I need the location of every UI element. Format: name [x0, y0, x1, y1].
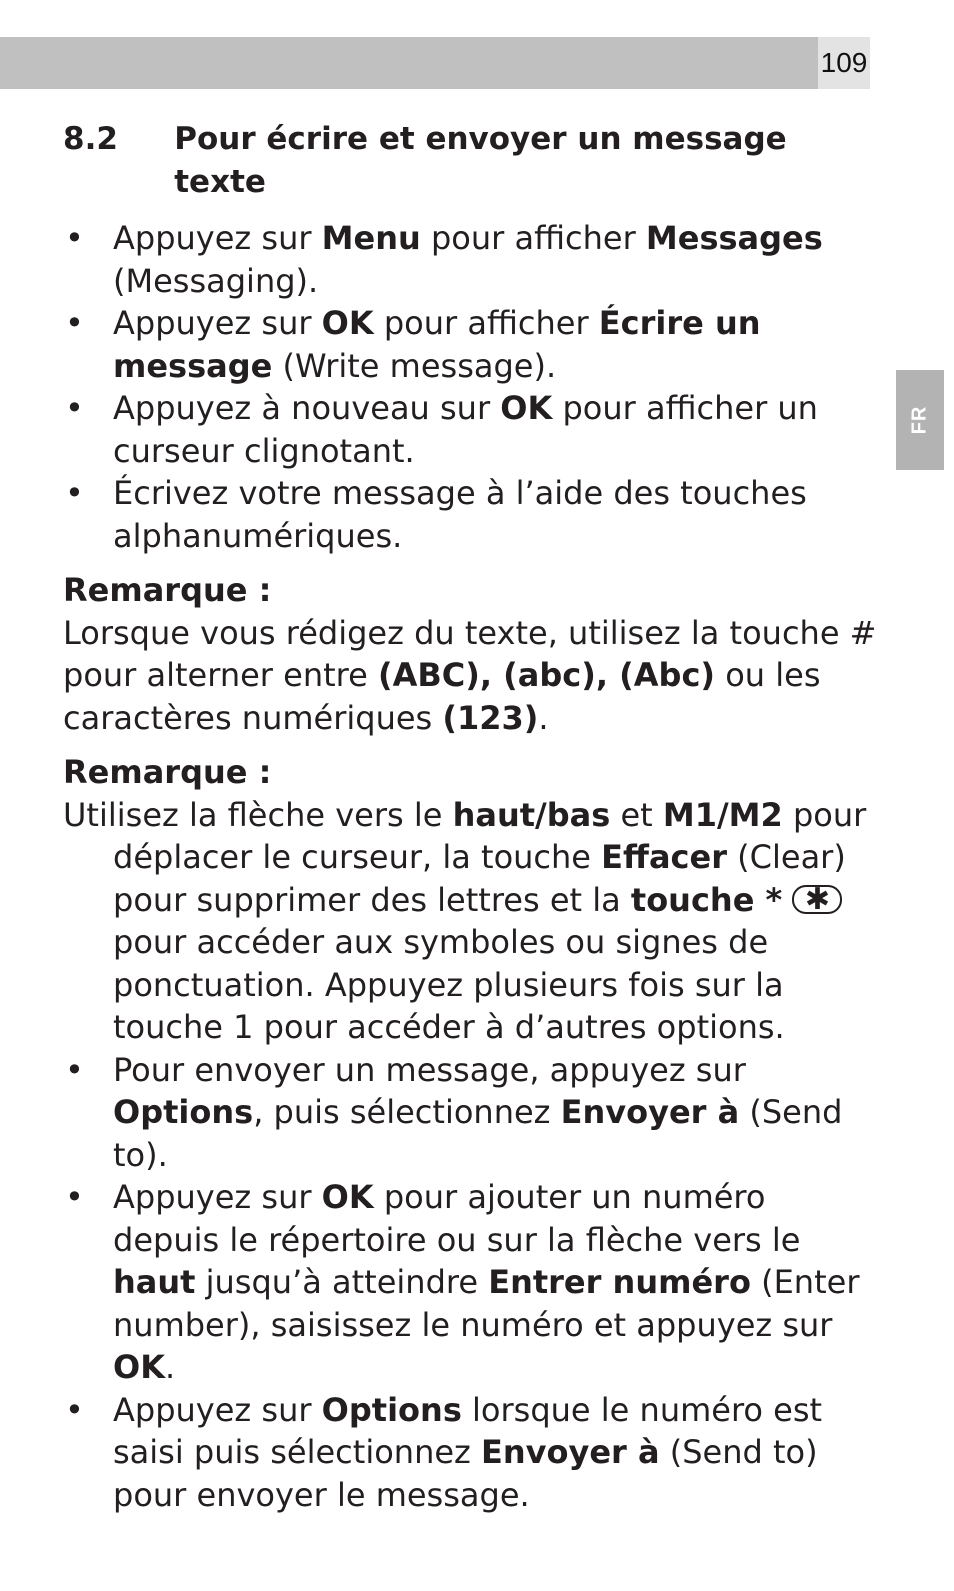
star-key-icon: ✱	[792, 885, 842, 914]
list-item: • Appuyez sur Menu pour afficher Messages (Messaging).	[63, 217, 878, 302]
note-title: Remarque :	[63, 571, 272, 609]
list-item: • Appuyez à nouveau sur OK pour afficher un curseur clignotant.	[63, 387, 878, 472]
section-number: 8.2	[63, 121, 118, 157]
step-list-2	[63, 1049, 878, 1517]
list-item: • Appuyez sur Options lorsque le numéro est saisi puis sélectionnez Envoyer à (Send to) pour envoyer le message.	[63, 1389, 878, 1517]
note-text: Lorsque vous rédigez du texte, utilisez la touche # pour alterner entre (ABC), (abc), (Abc) ou les caractères numériques (123).	[63, 613, 877, 737]
section-title: Pour écrire et envoyer un message texte	[174, 121, 787, 200]
list-item: • Écrivez votre message à l’aide des touches alphanumériques.	[63, 472, 878, 557]
page-content	[63, 118, 878, 1516]
language-tab-label: FR	[908, 405, 931, 435]
note-text: Utilisez la flèche vers le haut/bas et M1/M2 pour déplacer le curseur, la touche Effacer (Clear) pour supprimer des lettres et la touche * ✱ pour accéder aux symboles ou signes de ponctuation. Appuyez plusieurs fois sur la touche 1 pour accéder à d’autres options.	[63, 795, 867, 1046]
list-item: • Appuyez sur OK pour ajouter un numéro depuis le répertoire ou sur la flèche vers le haut jusqu’à atteindre Entrer numéro (Enter number), saisissez le numéro et appuyez sur OK.	[63, 1176, 878, 1389]
step-list-1	[63, 217, 878, 557]
header-bar	[0, 37, 818, 89]
language-tab	[896, 370, 944, 470]
list-item: • Appuyez sur OK pour afficher Écrire un message (Write message).	[63, 302, 878, 387]
note-title: Remarque :	[63, 753, 272, 791]
list-item: • Pour envoyer un message, appuyez sur Options, puis sélectionnez Envoyer à (Send to).	[63, 1049, 878, 1177]
section-heading	[63, 118, 878, 203]
page-number: 109	[818, 37, 870, 89]
